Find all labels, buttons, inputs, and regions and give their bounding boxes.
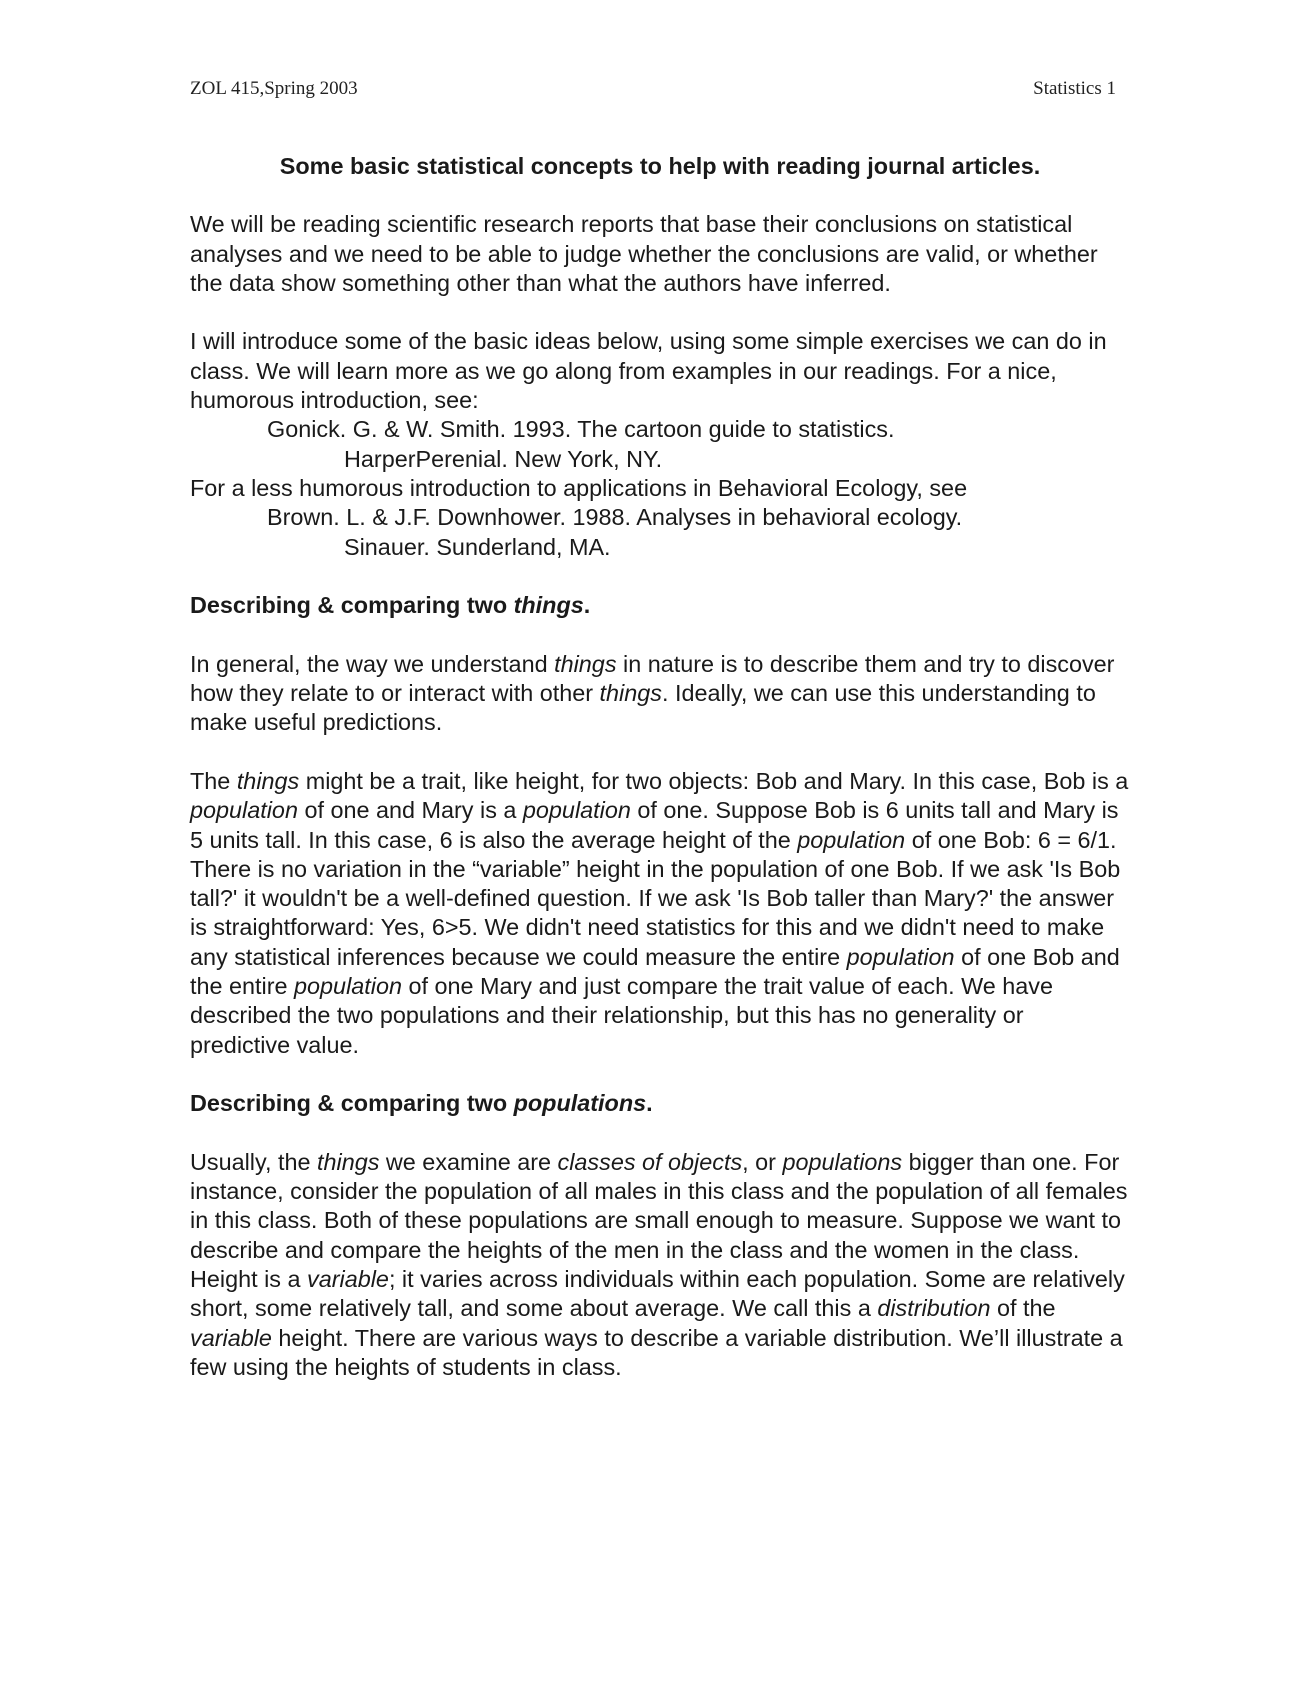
heading-text: Describing & comparing two — [190, 592, 514, 619]
heading-emphasis: things — [513, 592, 584, 619]
emphasis-run: population — [846, 943, 955, 970]
text-run: of one and Mary is a — [297, 797, 523, 824]
text-run: in nature is to describe them and try to discover how they relate to or interact with other — [190, 650, 1115, 707]
emphasis-run: things — [554, 650, 617, 677]
things-paragraph-1 — [190, 650, 1130, 738]
references-paragraph — [190, 327, 1130, 561]
references-intro-2: For a less humorous introduction to applications in Behavioral Ecology, see — [190, 474, 968, 501]
references-intro: I will introduce some of the basic ideas below, using some simple exercises we can do in class. We will learn more as we go along from examples in our readings. For a nice, humorous introduction, see: — [190, 328, 1107, 414]
heading-emphasis: populations — [513, 1090, 647, 1117]
text-run: of one Bob: 6 = 6/1. There is no variation in the “variable” height in the population of one Bob. If we ask 'Is Bob tall?' it wouldn't be a well-defined question. If we ask 'Is Bob taller than Mary?' the answer is straightforward: Yes, 6>5. We didn't need statistics for this and we didn't need to make any statistical inferences because we could measure the entire — [190, 826, 1121, 970]
text-run: might be a trait, like height, for two objects: Bob and Mary. In this case, Bob is a — [299, 767, 1129, 794]
emphasis-run: distribution — [877, 1295, 991, 1322]
emphasis-run: population — [294, 973, 402, 1000]
text-run: . Ideally, we can use this understanding to make useful predictions. — [190, 680, 1096, 736]
text-run: bigger than one. For instance, consider the population of all males in this class and the population of all females in this class. Both of these populations are small enough to measure. Suppose we want to describe and compare the heights of the men in the class and the women in the class. Height is a — [190, 1148, 1128, 1292]
text-run: height. There are various ways to describe a variable distribution. We’ll illustrate a few using the heights of students in class. — [190, 1324, 1123, 1380]
text-run: In general, the way we understand — [190, 650, 555, 677]
text-run: Usually, the — [190, 1148, 317, 1175]
heading-text: Describing & comparing two — [190, 1090, 514, 1117]
running-header-course: ZOL 415,Spring 2003 — [190, 78, 358, 99]
citation-gonick-line1: Gonick. G. & W. Smith. 1993. The cartoon guide to statistics. — [267, 416, 895, 443]
emphasis-run: population — [797, 826, 906, 853]
text-run: of the — [990, 1295, 1056, 1322]
text-run: , or — [742, 1148, 783, 1175]
emphasis-run: things — [236, 767, 300, 794]
text-run: of one Bob and the entire — [190, 943, 1120, 1000]
emphasis-run: things — [599, 680, 662, 707]
document-body — [190, 152, 1130, 1382]
emphasis-run: classes of objects — [557, 1148, 743, 1175]
emphasis-run: populations — [782, 1148, 903, 1175]
citation-brown-line2: Sinauer. Sunderland, MA. — [344, 533, 611, 560]
text-run: The — [190, 767, 237, 794]
document-title: Some basic statistical concepts to help with reading journal articles. — [279, 153, 1041, 179]
emphasis-run: population — [190, 797, 298, 824]
intro-paragraph: We will be reading scientific research reports that base their conclusions on statistical analyses and we need to be able to judge whether the conclusions are valid, or whether the data show something other than what the authors have inferred. — [190, 211, 1098, 296]
text-run: of one Mary and just compare the trait value of each. We have described the two populations and their relationship, but this has no generality or predictive value. — [190, 973, 1053, 1058]
text-run: we examine are — [379, 1148, 558, 1175]
heading-punct: . — [646, 1090, 653, 1117]
emphasis-run: variable — [190, 1324, 272, 1351]
section-heading-things — [190, 591, 1130, 620]
citation-brown-line1: Brown. L. & J.F. Downhower. 1988. Analyses in behavioral ecology. — [267, 504, 963, 531]
heading-punct: . — [583, 592, 591, 619]
populations-paragraph-1 — [190, 1148, 1130, 1382]
things-paragraph-2 — [190, 767, 1130, 1060]
running-header-page: Statistics 1 — [1033, 78, 1116, 99]
emphasis-run: things — [316, 1148, 380, 1175]
text-run: of one. Suppose Bob is 6 units tall and Mary is 5 units tall. In this case, 6 is also the average height of the — [190, 797, 1119, 853]
section-heading-populations — [190, 1089, 1130, 1118]
emphasis-run: variable — [307, 1265, 389, 1292]
text-run: ; it varies across individuals within each population. Some are relatively short, some relatively tall, and some about average. We call this a — [190, 1265, 1125, 1322]
emphasis-run: population — [522, 797, 631, 824]
citation-gonick-line2: HarperPerenial. New York, NY. — [344, 445, 663, 472]
